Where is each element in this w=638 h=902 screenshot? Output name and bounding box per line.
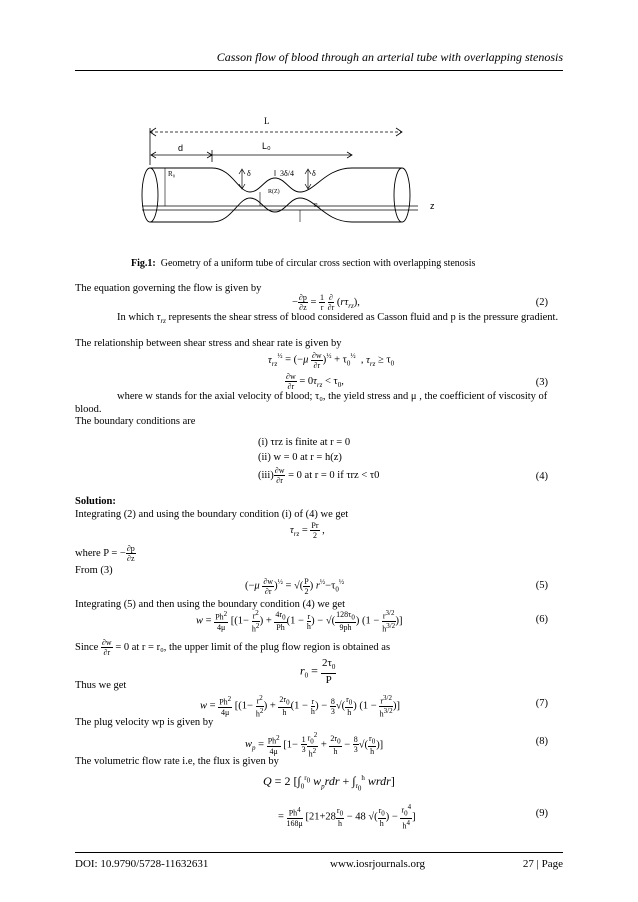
fig-label-R0-left: R₀: [168, 170, 176, 178]
footer-site[interactable]: www.iosrjournals.org: [330, 858, 426, 870]
equation-9-number: (9): [535, 808, 548, 819]
equation-7-number: (7): [535, 698, 548, 709]
header-rule: [75, 70, 563, 71]
para-flux: The volumetric flow rate i.e, the flux is given by: [75, 756, 279, 767]
para-since: Since $\frac{\partial w}{\partial r}$ = 0 at r = r₀, the upper limit of the plug flow region is obtained as: [75, 638, 391, 657]
para-shear-stress: [75, 312, 563, 328]
fig-label-z: z: [430, 201, 435, 211]
para-where-w: where w stands for the axial velocity of blood; τ₀, the yield stress and μ , the coefficient of viscosity of blood.: [75, 391, 548, 415]
tau-rz-symbol: $\tau_{rz}$: [156, 312, 166, 326]
para-relationship: The relationship between shear stress and shear rate is given by: [75, 338, 342, 349]
since-text: Since: [75, 641, 99, 653]
para-integrating-2: Integrating (2) and using the boundary condition (i) of (4) we get: [75, 509, 349, 520]
equation-3a: $\tau_{rz}^{\frac{1}{2}} = (-\mu$ $\frac{\partial w}{\partial r}$ )$^{\frac{1}{2}} + \tau_0^{\frac{1}{2}}$ , $\tau_{rz} \ge \tau_0$: [268, 350, 395, 370]
equation-3b: $\frac{\partial w}{\partial r}$ = $0\tau_{rz} < \tau_0$,: [286, 372, 344, 391]
plug-limit-text: = 0 at r = r₀, the upper limit of the plug flow region is obtained as: [115, 641, 391, 653]
equation-2-number: (2): [535, 297, 548, 308]
equation-7: w = $\frac{Ph^2}{4\mu}$ [(1− $\frac{r^2}{h^2}$ ) + $\frac{2r_0}{h}$ (1 − $\frac{r}{h}$ ) − $\frac{8}{3}$ √( $\frac{r_0}{h}$ ) (1 − $\frac{r^{3/2}}{h^{3/2}}$ )]: [200, 694, 400, 719]
para-thus-we-get: Thus we get: [75, 680, 127, 691]
footer-page-number: 27 | Page: [522, 858, 563, 870]
fig-label-d: d: [178, 143, 184, 153]
fig-label-delta-2: δ: [312, 169, 316, 178]
fig-label-delta-1: δ: [247, 169, 251, 178]
equation-9b: = $\frac{Ph^4}{168\mu}$ [21+28 $\frac{r_0}{h}$ − 48 √( $\frac{r_0}{h}$ ) − $\frac{r_0^4}{h^4}$ ]: [278, 803, 416, 831]
fig-label-R0-inner: R₀: [314, 203, 321, 209]
running-header: Casson flow of blood through an arterial tube with overlapping stenosis: [216, 50, 563, 64]
fig-label-three-delta: 3δ/4: [280, 169, 294, 178]
caption-label: Fig.1:: [131, 258, 156, 269]
equation-r0: $r_0$ = $\frac{2\tau_0}{P}$: [300, 657, 336, 687]
equation-5: (−μ $\frac{\partial w}{\partial r}$ )$^{\frac{1}{2}}$ = √( $\frac{P}{2}$ ) $r^{\frac{1}{2}}-\tau_0^{\frac{1}{2}}$: [245, 576, 345, 596]
fig-label-L0: L₀: [262, 141, 271, 151]
equation-4-number: (4): [535, 471, 548, 482]
para-flow-equation-intro: The equation governing the flow is given by: [75, 283, 262, 294]
equation-3-number: (3): [535, 377, 548, 388]
equation-6: w = $\frac{Ph^2}{4\mu}$ [(1− $\frac{r^2}{h^2}$ ) + $\frac{4r_0}{Ph}$ (1 − $\frac{r}{h}$ ) − √( $\frac{128\tau_0}{9ph}$ ) (1 − $\frac{r^{3/2}}{h^{3/2}}$ )]: [196, 609, 403, 634]
boundary-condition-2: (ii) w = 0 at r = h(z): [258, 452, 342, 463]
fig-label-L: L: [264, 116, 270, 126]
fig-label-Rz: R(Z): [268, 189, 280, 195]
bc3-suffix: = 0 at r = 0 if τrz < τ0: [288, 469, 380, 481]
equation-tau-rz: $\tau_{rz}$ = $\frac{Pr}{2}$ ,: [290, 521, 325, 540]
equation-8: $w_p$ = $\frac{Ph^2}{4\mu}$ [1− $\frac{1}{3}$ $\frac{r_0^2}{h^2}$ + $\frac{2r_0}{h}$ − $\frac{8}{3}$ √( $\frac{r_0}{h}$ )]: [245, 731, 384, 759]
para-shear-text-b: represents the shear stress of blood considered as Casson fluid and p is the pressure gradient.: [168, 312, 559, 323]
equation-6-number: (6): [535, 614, 548, 625]
solution-heading: Solution:: [75, 496, 116, 507]
figure-caption: [131, 258, 475, 270]
para-plug-velocity: The plug velocity wp is given by: [75, 717, 214, 728]
equation-9a: Q = 2 [$\int_0^{r_0}$ $w_prdr + \int_{r_0}^h$ wrdr]: [263, 774, 395, 793]
equation-8-number: (8): [535, 736, 548, 747]
boundary-condition-3: (iii) $\frac{\partial w}{\partial r}$ = 0 at r = 0 if τrz < τ0: [258, 466, 380, 485]
caption-text: Geometry of a uniform tube of circular cross section with overlapping stenosis: [160, 258, 476, 269]
where-P-text: where P = −: [75, 547, 126, 559]
equation-2: − $\frac{\partial p}{\partial z}$ = $\frac{1}{r}$ $\frac{\partial}{\partial r}$ $(r\tau_{rz})$,: [292, 293, 360, 312]
para-integrating-5: Integrating (5) and then using the boundary condition (4) we get: [75, 599, 346, 610]
para-where-P: where P = − $\frac{\partial p}{\partial z}$: [75, 544, 135, 563]
para-boundary-intro: The boundary conditions are: [75, 416, 196, 427]
bc3-prefix: (iii): [258, 469, 274, 481]
footer-doi: DOI: 10.9790/5728-11632631: [75, 858, 209, 870]
equation-5-number: (5): [535, 580, 548, 591]
para-from-3: From (3): [75, 565, 113, 576]
para-shear-text-a: In which: [117, 312, 155, 323]
footer-rule: [75, 852, 563, 853]
boundary-condition-1: (i) τrz is finite at r = 0: [258, 437, 351, 448]
